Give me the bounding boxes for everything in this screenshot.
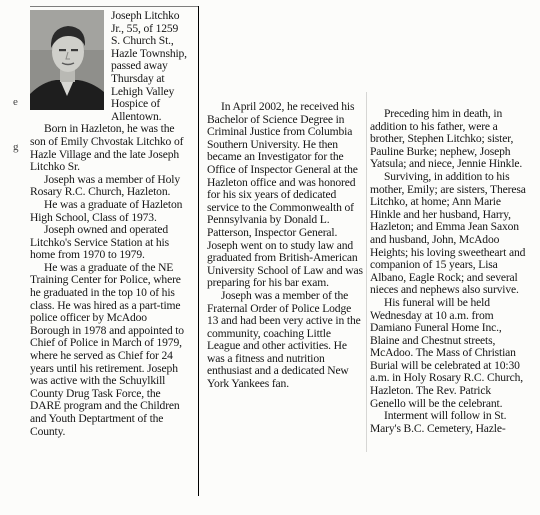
intro-paragraph: Joseph Litchko Jr., 55, of 1259 S. Church St., Hazle Township, passed away Thursday at Lehigh Valley Hospice of Allentown.: [111, 9, 187, 123]
scan-mark: e: [13, 96, 18, 108]
paragraph: Joseph was a member of Holy Rosary R.C. Church, Hazleton.: [30, 172, 181, 199]
obituary-column-2: [207, 101, 365, 451]
column-divider: [198, 6, 199, 496]
paragraph: Surviving, in addition to his mother, Emily; are sisters, Theresa Litchko, at home; Ann Marie Hinkle and her husband, Harry, Hazleton; and Emma Jean Saxon and husband, John, McAdoo Heights; his loving sweetheart and companion of 15 years, Lisa Albano, Eagle Rock; and several nieces and nephews also survive.: [370, 169, 526, 297]
obituary-column-1: [30, 10, 188, 488]
scan-mark: g: [13, 141, 19, 153]
paragraph: In April 2002, he received his Bachelor of Science Degree in Criminal Justice from Columbia Southern University. He then became an Investigator for the Office of Inspector General at the Hazleton office and was honored for his six years of dedicated service to the Commonwealth of Pennsylvania by Donald L. Patterson, Inspector General. Joseph went on to study law and graduated from British-American University School of Law and was preparing for his bar exam.: [207, 100, 363, 290]
paragraph: His funeral will be held Wednesday at 10 a.m. from Damiano Funeral Home Inc., Blaine and Chestnut streets, McAdoo. The Mass of Christian Burial will be celebrated at 10:30 a.m. in Holy Rosary R.C. Church, Hazleton. The Rev. Patrick Genello will be the celebrant.: [370, 295, 523, 410]
paragraph: Joseph owned and operated Litchko's Service Station at his home from 1970 to 1979.: [30, 223, 169, 262]
paragraph: He was a graduate of Hazleton High School, Class of 1973.: [30, 197, 183, 224]
obituary-column-3: [370, 108, 528, 508]
paragraph: He was a graduate of the NE Training Center for Police, where he graduated in the top 10 of his class. He was hired as a part-time police officer by McAdoo Borough in 1978 and appointed to Chief of Police in March of 1979, where he served as Chief for 24 years until his retirement. Joseph was active with the Schuylkill County Drug Task Force, the DARE program and the Children and Youth Deptartment of the County.: [30, 260, 184, 438]
top-rule: [30, 6, 198, 7]
portrait-photo: [30, 10, 104, 110]
paragraph: Preceding him in death, in addition to his father, were a brother, Stephen Litchko; sister, Pauline Burke; nephew, Joseph Yatsula; and niece, Jennie Hinkle.: [370, 108, 523, 171]
paragraph: Interment will follow in St. Mary's B.C. Cemetery, Hazle-: [370, 409, 507, 435]
portrait-image: [30, 10, 104, 110]
column-divider: [366, 92, 367, 452]
paragraph: Born in Hazleton, he was the son of Emily Chvostak Litchko of Hazle Village and the late Joseph Litchko Sr.: [30, 122, 184, 174]
paragraph: Joseph was a member of the Fraternal Order of Police Lodge 13 and had been very active in the community, coaching Little League and other activities. He was a fitness and nutrition enthusiast and a dedicated New York Yankees fan.: [207, 288, 361, 391]
